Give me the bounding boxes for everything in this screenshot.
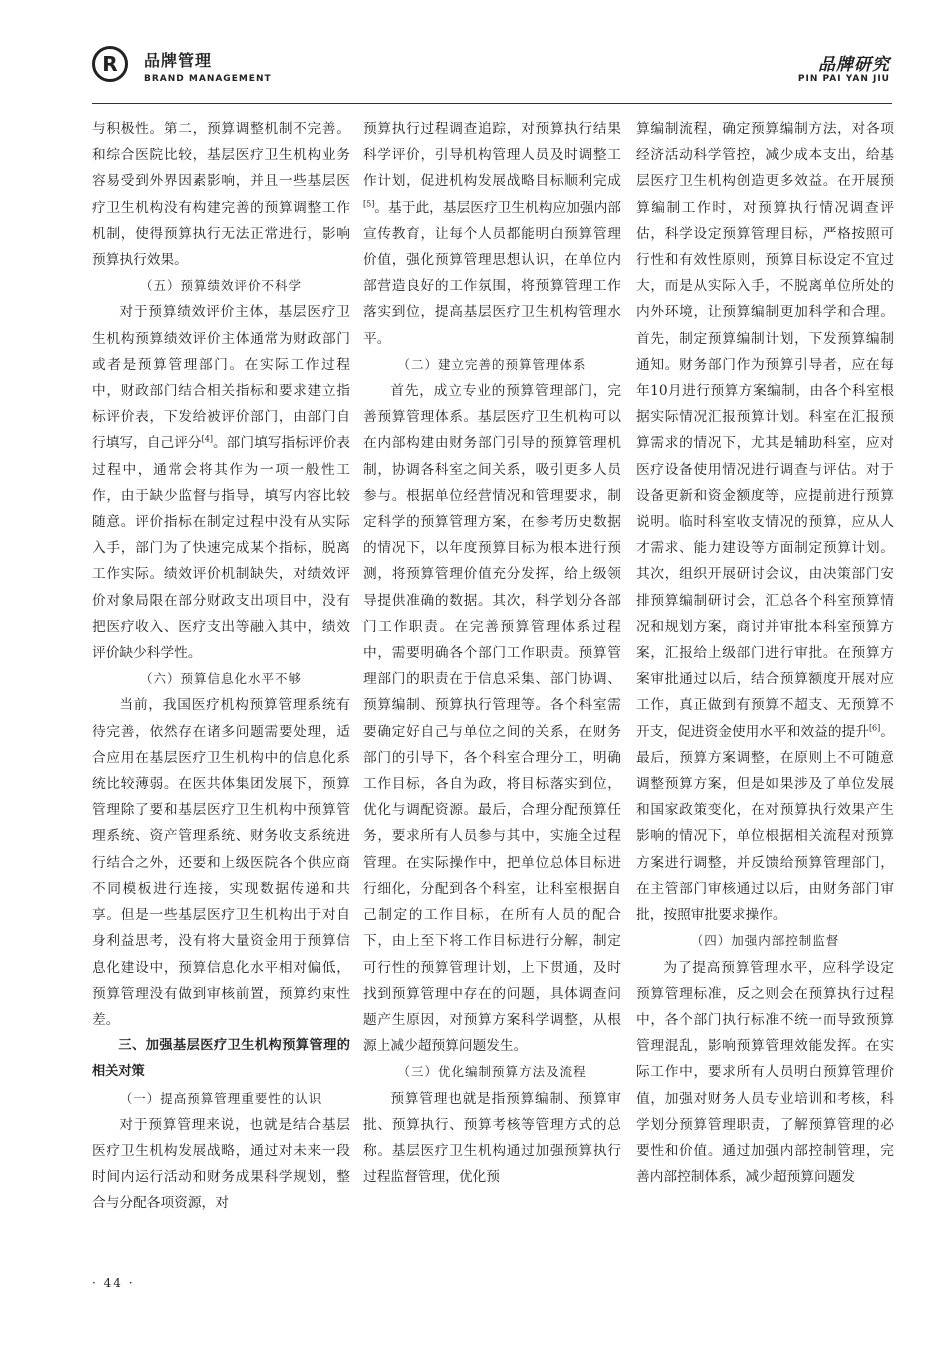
paragraph: 为了提高预算管理水平，应科学设定预算管理标准，反之则会在预算执行过程中，各个部门执行标准不统一而导致预算管理混乱，影响预算管理效能发挥。在实际工作中，要求所有人员明白预算管理价值，加强对财务人员专业培训和考核，科学划分预算管理职责，了解预算管理的必要性和价值。通过加强内部控制管理，完善内部控制体系，减少超预算问题发 bbox=[636, 959, 894, 1186]
section-title-cn: 品牌研究 bbox=[818, 55, 890, 75]
subheading: （一）提高预算管理重要性的认识 bbox=[119, 1090, 323, 1106]
section-heading: 三、加强基层医疗卫生机构预算管理的相关对策 bbox=[92, 1038, 350, 1080]
brand-logo-icon: R bbox=[92, 46, 128, 82]
citation-ref: [6] bbox=[868, 723, 881, 733]
paragraph: 当前，我国医疗机构预算管理系统有待完善，依然存在诸多问题需要处理，适合应用在基层医疗卫生机构中的信息化系统比较薄弱。在医共体集团发展下，预算管理除了要和基层医疗卫生机构中预算管理系统、资产管理系统、财务收支系统进行结合之外，还要和上级医院各个供应商不同模板进行连接，实现数据传递和共享。但是一些基层医疗卫生机构出于对自身利益思考，没有将大量资金用于预算信息化建设中，预算信息化水平相对偏低，预算管理没有做到审核前置，预算约束性差。 bbox=[92, 697, 350, 1028]
citation-ref: [5] bbox=[363, 199, 375, 209]
subheading: （二）建立完善的预算管理体系 bbox=[397, 356, 587, 372]
text-column-3 bbox=[636, 116, 894, 1190]
text-column-1 bbox=[92, 116, 350, 1217]
paragraph: 预算执行过程调查追踪，对预算执行结果科学评价，引导机构管理人员及时调整工作计划，促进机构发展战略目标顺利完成[5]。基于此，基层医疗卫生机构应加强内部宣传教育，让每个人员都能明白预算管理价值，强化预算管理思想认识，在单位内部营造良好的工作氛围，将预算管理工作落实到位，提高基层医疗卫生机构管理水平。 bbox=[363, 121, 621, 347]
brand-title-en: BRAND MANAGEMENT bbox=[144, 74, 272, 84]
subheading: （四）加强内部控制监督 bbox=[690, 933, 840, 949]
paragraph: 与积极性。第二，预算调整机制不完善。和综合医院比较，基层医疗卫生机构业务容易受到外界因素影响，并且一些基层医疗卫生机构没有构建完善的预算调整工作机制，使得预算执行无法正常进行，影响预算执行效果。 bbox=[92, 121, 350, 269]
paragraph: 首先，成立专业的预算管理部门，完善预算管理体系。基层医疗卫生机构可以在内部构建由财务部门引导的预算管理机制，协调各科室之间关系，吸引更多人员参与。根据单位经营情况和管理要求，制定科学的预算管理方案，在参考历史数据的情况下，以年度预算目标为根本进行预测，将预算管理价值充分发挥，给上级领导提供准确的数据。其次，科学划分各部门工作职责。在完善预算管理体系过程中，需要明确各个部门工作职责。预算管理部门的职责在于信息采集、部门协调、预算编制、预算执行管理等。各个科室需要确定好自己与单位之间的关系，在财务部门的引导下，各个科室合理分工，明确工作目标，各自为政，将目标落实到位，优化与调配资源。最后，合理分配预算任务，要求所有人员参与其中，实施全过程管理。在实际操作中，把单位总体目标进行细化，分配到各个科室，让科室根据自己制定的工作目标，在所有人员的配合下，由上至下将工作目标进行分解，制定可行性的预算管理计划，上下贯通，及时找到预算管理中存在的问题，具体调查问题产生原因，对预算方案科学调整，从根源上减少超预算问题发生。 bbox=[363, 383, 621, 1055]
page-header bbox=[92, 42, 892, 102]
paragraph: 对于预算绩效评价主体，基层医疗卫生机构预算绩效评价主体通常为财政部门或者是预算管理部门。在实际工作过程中，财政部门结合相关指标和要求建立指标评价表，下发给被评价部门，由部门自行填写，自己评分[4]。部门填写指标评价表过程中，通常会将其作为一项一般性工作，由于缺少监督与指导，填写内容比较随意。评价指标在制定过程中没有从实际入手，部门为了快速完成某个指标，脱离工作实际。绩效评价机制缺失，对绩效评价对象局限在部分财政支出项目中，没有把医疗收入、医疗支出等融入其中，绩效评价缺少科学性。 bbox=[92, 304, 350, 662]
subheading: （五）预算绩效评价不科学 bbox=[139, 278, 302, 294]
subheading: （六）预算信息化水平不够 bbox=[139, 671, 302, 687]
page-number: · 44 · bbox=[92, 1276, 135, 1290]
paragraph: 算编制流程，确定预算编制方法，对各项经济活动科学管控，减少成本支出，给基层医疗卫生机构创造更多效益。在开展预算编制工作时，对预算执行情况调查评估，科学设定预算管理目标，严格按照可行性和有效性原则，预算目标设定不宜过大，而是从实际入手，不脱离单位所处的内外环境，让预算编制更加科学和合理。首先，制定预算编制计划，下发预算编制通知。财务部门作为预算引导者，应在每年10月进行预算方案编制，由各个科室根据实际情况汇报预算计划。科室在汇报预算需求的情况下，尤其是辅助科室，应对医疗设备使用情况进行调查与评估。对于设备更新和资金额度等，应提前进行预算说明。临时科室收支情况的预算，应从人才需求、能力建设等方面制定预算计划。其次，组织开展研讨会议，由决策部门安排预算编制研讨会，汇总各个科室预算情况和规划方案，商讨并审批本科室预算方案，汇报给上级部门进行审批。在预算方案审批通过以后，结合预算额度开展对应工作，真正做到有预算不超支、无预算不开支，促进资金使用水平和效益的提升[6]。最后，预算方案调整，在原则上不可随意调整预算方案，但是如果涉及了单位发展和国家政策变化，在对预算执行效果产生影响的情况下，单位根据相关流程对预算方案进行调整，并反馈给预算管理部门，在主管部门审核通过以后，由财务部门审批，按照审批要求操作。 bbox=[636, 121, 894, 924]
paragraph: 对于预算管理来说，也就是结合基层医疗卫生机构发展战略，通过对未来一段时间内运行活动和财务成果科学规划，整合与分配各项资源，对 bbox=[92, 1116, 350, 1212]
header-divider bbox=[92, 103, 892, 104]
subheading: （三）优化编制预算方法及流程 bbox=[397, 1064, 587, 1080]
paragraph: 预算管理也就是指预算编制、预算审批、预算执行、预算考核等管理方式的总称。基层医疗卫生机构通过加强预算执行过程监督管理，优化预 bbox=[363, 1090, 621, 1186]
citation-ref: [4] bbox=[201, 434, 213, 444]
brand-title-cn: 品牌管理 bbox=[144, 51, 213, 70]
section-title-en: PIN PAI YAN JIU bbox=[797, 74, 890, 84]
text-column-2 bbox=[363, 116, 621, 1190]
